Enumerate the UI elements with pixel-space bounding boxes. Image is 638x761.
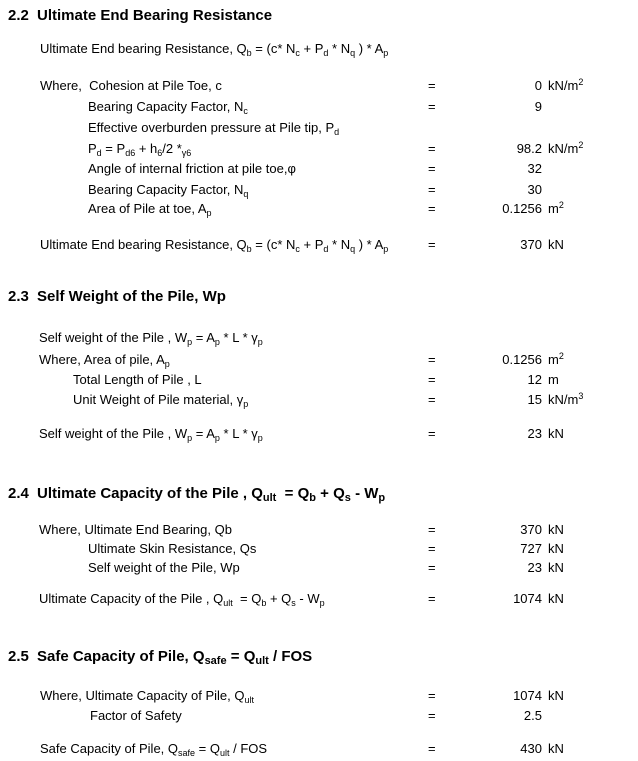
- calc-row: [0, 352, 638, 369]
- row-unit: m: [548, 372, 559, 387]
- row-label: Factor of Safety: [90, 708, 182, 723]
- equals-sign: =: [428, 182, 436, 197]
- section-number: 2.4: [8, 485, 29, 502]
- row-unit: $m^2$: [548, 200, 564, 216]
- row-value: 98.2: [516, 141, 542, 156]
- calc-row: [0, 560, 638, 577]
- equals-sign: =: [428, 392, 436, 407]
- calc-row: [0, 201, 638, 218]
- row-value: 32: [527, 161, 542, 176]
- equals-sign: =: [428, 522, 436, 537]
- row-label: Total Length of Pile , L: [73, 372, 202, 387]
- equals-sign: =: [428, 426, 436, 441]
- section-heading: [0, 486, 638, 504]
- equals-sign: =: [428, 560, 436, 575]
- row-unit: kN: [548, 560, 564, 575]
- calc-row: [0, 372, 638, 389]
- row-label: Unit Weight of Pile material, $\gamma_p$: [73, 392, 249, 409]
- calc-row: [0, 541, 638, 558]
- calc-row: [0, 41, 638, 58]
- row-label: Area of Pile at toe, $A_p$: [88, 201, 212, 218]
- row-value: 23: [527, 560, 542, 575]
- equals-sign: =: [428, 161, 436, 176]
- section-heading: [0, 8, 638, 26]
- row-value: 727: [520, 541, 542, 556]
- row-label: Effective overburden pressure at Pile tip, $P_d$: [88, 120, 340, 137]
- row-value: 370: [520, 522, 542, 537]
- row-value: 0: [534, 78, 542, 93]
- equals-sign: =: [428, 78, 436, 93]
- equals-sign: =: [428, 141, 436, 156]
- row-value: 15: [527, 392, 542, 407]
- calc-row: [0, 522, 638, 539]
- equals-sign: =: [428, 201, 436, 216]
- calc-row: [0, 120, 638, 137]
- calc-row: [0, 392, 638, 409]
- row-label: Safe Capacity of Pile, $Q_{safe} = Q_{ult}$ / FOS: [40, 741, 268, 758]
- row-label: Ultimate End bearing Resistance, $Q_b = (c*$ $N_c + P_d * N_q$ ) * $A_p$: [40, 41, 389, 58]
- row-value: 30: [527, 182, 542, 197]
- row-label: Where, Cohesion at Pile Toe, c: [40, 78, 222, 93]
- row-label: Ultimate Capacity of the Pile , $Q_{ult} = Q_b + Q_s - W_p$: [39, 591, 325, 608]
- row-value: 0.1256: [502, 352, 542, 367]
- row-unit: $m^2$: [548, 351, 564, 367]
- row-unit: kN: [548, 541, 564, 556]
- calc-row: [0, 591, 638, 608]
- row-label: Bearing Capacity Factor, $N_q$: [88, 182, 249, 199]
- equals-sign: =: [428, 591, 436, 606]
- row-value: 0.1256: [502, 201, 542, 216]
- equals-sign: =: [428, 372, 436, 387]
- section-heading: [0, 289, 638, 307]
- row-label: Where, Area of pile, $A_p$: [39, 352, 170, 369]
- calc-row: [0, 688, 638, 705]
- row-value: 23: [527, 426, 542, 441]
- section-number: 2.2: [8, 7, 29, 24]
- equals-sign: =: [428, 352, 436, 367]
- row-label: Where, Ultimate Capacity of Pile, $Q_{ult}$: [40, 688, 254, 705]
- calc-row: [0, 99, 638, 116]
- section-number: 2.5: [8, 648, 29, 665]
- equals-sign: =: [428, 99, 436, 114]
- row-unit: $kN/m^3$: [548, 391, 584, 407]
- calc-row: [0, 741, 638, 758]
- row-value: 12: [527, 372, 542, 387]
- equals-sign: =: [428, 541, 436, 556]
- row-label: $P_d = P_{d6} + h_6/2$ $*_{\gamma 6}$: [88, 141, 192, 158]
- calc-row: [0, 330, 638, 347]
- calc-row: [0, 708, 638, 725]
- row-value: 1074: [513, 688, 542, 703]
- row-unit: kN: [548, 237, 564, 252]
- row-value: 430: [520, 741, 542, 756]
- row-unit: $kN/m^2$: [548, 77, 584, 93]
- calc-row: [0, 182, 638, 199]
- equals-sign: =: [428, 741, 436, 756]
- calc-row: [0, 161, 638, 178]
- calc-row: [0, 141, 638, 158]
- row-value: 1074: [513, 591, 542, 606]
- row-label: Angle of internal friction at pile toe,φ: [88, 161, 296, 176]
- row-unit: kN: [548, 426, 564, 441]
- equals-sign: =: [428, 688, 436, 703]
- section-title: Ultimate Capacity of the Pile , $Q_{ult} = Q_b + Q_s - W_p$: [37, 485, 386, 504]
- row-label: Self weight of the Pile , $W_p = A_p * L * \gamma_p$: [39, 330, 263, 347]
- row-value: 9: [534, 99, 542, 114]
- row-label: Bearing Capacity Factor, $N_c$: [88, 99, 248, 116]
- row-label: Self weight of the Pile , $W_p = A_p * L * \gamma_p$: [39, 426, 263, 443]
- calc-row: [0, 78, 638, 95]
- calc-row: [0, 426, 638, 443]
- row-label: Ultimate End bearing Resistance, $Q_b = (c*$ $N_c + P_d * N_q$ ) * $A_p$: [40, 237, 389, 254]
- row-label: Self weight of the Pile, Wp: [88, 560, 240, 575]
- row-label: Ultimate Skin Resistance, Qs: [88, 541, 257, 556]
- row-unit: kN: [548, 522, 564, 537]
- row-value: 2.5: [523, 708, 542, 723]
- calc-row: [0, 237, 638, 254]
- row-value: 370: [520, 237, 542, 252]
- row-label: Where, Ultimate End Bearing, Qb: [39, 522, 232, 537]
- section-title: Self Weight of the Pile, Wp: [37, 288, 226, 305]
- row-unit: kN: [548, 741, 564, 756]
- section-heading: [0, 649, 638, 667]
- section-title: Ultimate End Bearing Resistance: [37, 7, 273, 24]
- section-number: 2.3: [8, 288, 29, 305]
- equals-sign: =: [428, 708, 436, 723]
- equals-sign: =: [428, 237, 436, 252]
- row-unit: kN: [548, 688, 564, 703]
- section-title: Safe Capacity of Pile, $Q_{safe} = Q_{ult}$ / FOS: [37, 648, 313, 667]
- row-unit: kN: [548, 591, 564, 606]
- row-unit: $kN/m^2$: [548, 140, 584, 156]
